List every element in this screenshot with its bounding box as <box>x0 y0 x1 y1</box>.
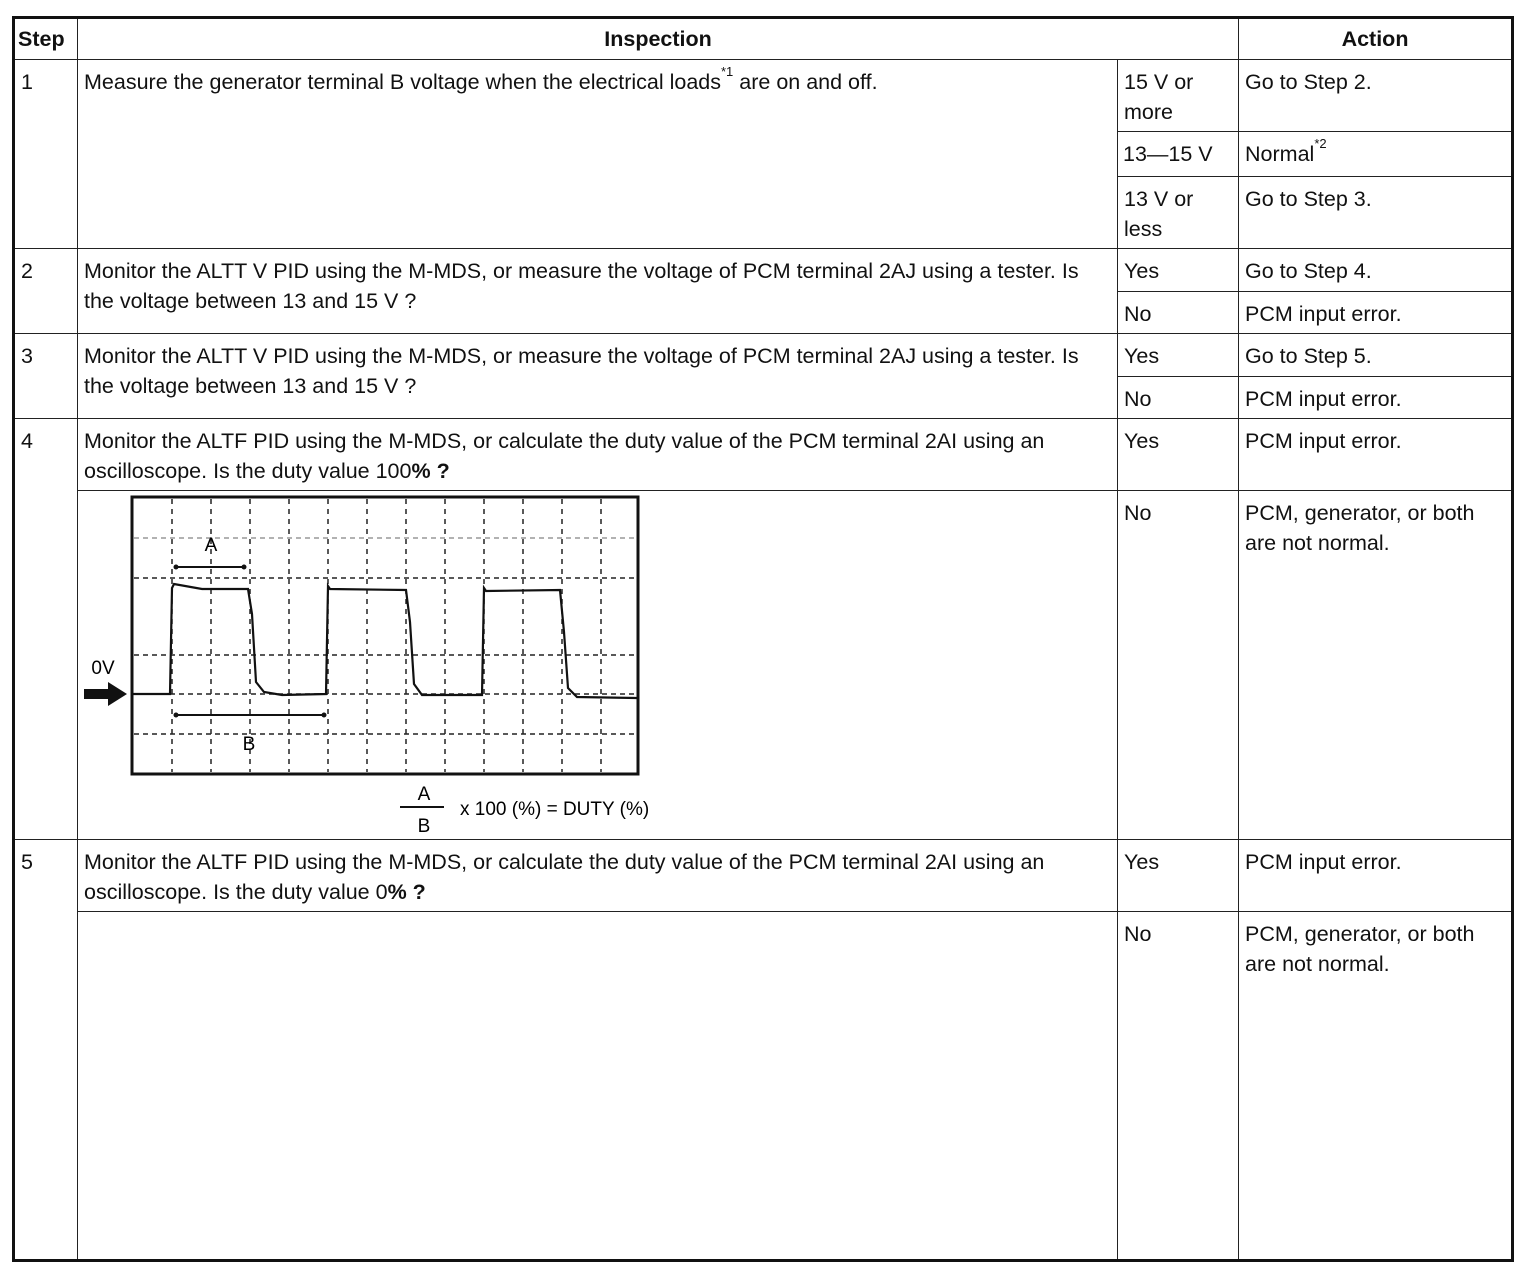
footnote-ref: *2 <box>1314 136 1327 151</box>
result-action: PCM, generator, or both are not normal. <box>1239 491 1513 840</box>
formula-denominator: B <box>417 816 431 837</box>
step-number: 4 <box>14 419 78 840</box>
inspection-text-bold: % ? <box>387 880 426 904</box>
inspection-text-tail: are on and off. <box>733 70 878 94</box>
result-action: Go to Step 2. <box>1239 60 1513 132</box>
inspection-text <box>78 60 1118 249</box>
step-number: 2 <box>14 249 78 334</box>
result-condition: Yes <box>1118 334 1239 377</box>
header-row <box>14 18 1513 60</box>
footnote-ref: *1 <box>721 64 734 79</box>
result-condition: No <box>1118 292 1239 334</box>
inspection-text <box>78 840 1118 912</box>
oscilloscope-diagram-cell <box>78 912 1118 1261</box>
inspection-text: Monitor the ALTT V PID using the M-MDS, or measure the voltage of PCM terminal 2AJ using a tester. Is the voltage between 13 and 15 V ? <box>78 249 1118 334</box>
result-condition: Yes <box>1118 840 1239 912</box>
table-row <box>14 840 1513 912</box>
label-b: B <box>242 734 256 755</box>
table-row <box>14 60 1513 132</box>
label-a: A <box>204 535 218 556</box>
oscilloscope-diagram <box>78 491 1118 840</box>
zero-volt-label: 0V <box>91 658 115 679</box>
table-row <box>14 419 1513 491</box>
table-row <box>14 491 1513 840</box>
formula-text: x 100 (%) = DUTY (%) <box>460 799 650 820</box>
result-condition: 15 V or more <box>1118 60 1239 132</box>
inspection-text-main: Monitor the ALTF PID using the M-MDS, or calculate the duty value of the PCM terminal 2AI using an oscilloscope. Is the duty value 100 <box>84 429 1045 483</box>
inspection-table <box>12 16 1514 1262</box>
result-action: Go to Step 4. <box>1239 249 1513 292</box>
table-row <box>14 334 1513 377</box>
inspection-text-main: Measure the generator terminal B voltage when the electrical loads <box>84 70 721 94</box>
result-condition: 13 V or less <box>1118 177 1239 249</box>
oscilloscope-diagram-cell <box>78 491 1118 840</box>
result-condition: No <box>1118 912 1239 1261</box>
result-action: PCM input error. <box>1239 419 1513 491</box>
result-action: PCM, generator, or both are not normal. <box>1239 912 1513 1261</box>
inspection-text-bold: % ? <box>411 459 450 483</box>
result-action: PCM input error. <box>1239 292 1513 334</box>
formula-numerator: A <box>417 784 431 805</box>
step-number: 3 <box>14 334 78 419</box>
table-row <box>14 249 1513 292</box>
result-action: PCM input error. <box>1239 840 1513 912</box>
inspection-text: Monitor the ALTT V PID using the M-MDS, or measure the voltage of PCM terminal 2AJ using a tester. Is the voltage between 13 and 15 V ? <box>78 334 1118 419</box>
oscilloscope-diagram <box>78 912 1118 1261</box>
header-action: Action <box>1239 18 1513 60</box>
step-number: 1 <box>14 60 78 249</box>
inspection-text <box>78 419 1118 491</box>
arrow-right-icon <box>84 682 127 706</box>
header-inspection: Inspection <box>78 18 1239 60</box>
table-row <box>14 912 1513 1261</box>
result-action: Go to Step 5. <box>1239 334 1513 377</box>
step-number: 5 <box>14 840 78 1261</box>
result-action: Go to Step 3. <box>1239 177 1513 249</box>
result-action: PCM input error. <box>1239 377 1513 419</box>
result-action <box>1239 132 1513 177</box>
result-condition: No <box>1118 377 1239 419</box>
result-condition: Yes <box>1118 249 1239 292</box>
result-action-text: Normal <box>1245 142 1315 166</box>
inspection-text-main: Monitor the ALTF PID using the M-MDS, or calculate the duty value of the PCM terminal 2AI using an oscilloscope. Is the duty value 0 <box>84 850 1045 904</box>
result-condition: No <box>1118 491 1239 840</box>
result-condition: Yes <box>1118 419 1239 491</box>
header-step: Step <box>14 18 78 60</box>
result-condition: 13—15 V <box>1118 132 1239 177</box>
